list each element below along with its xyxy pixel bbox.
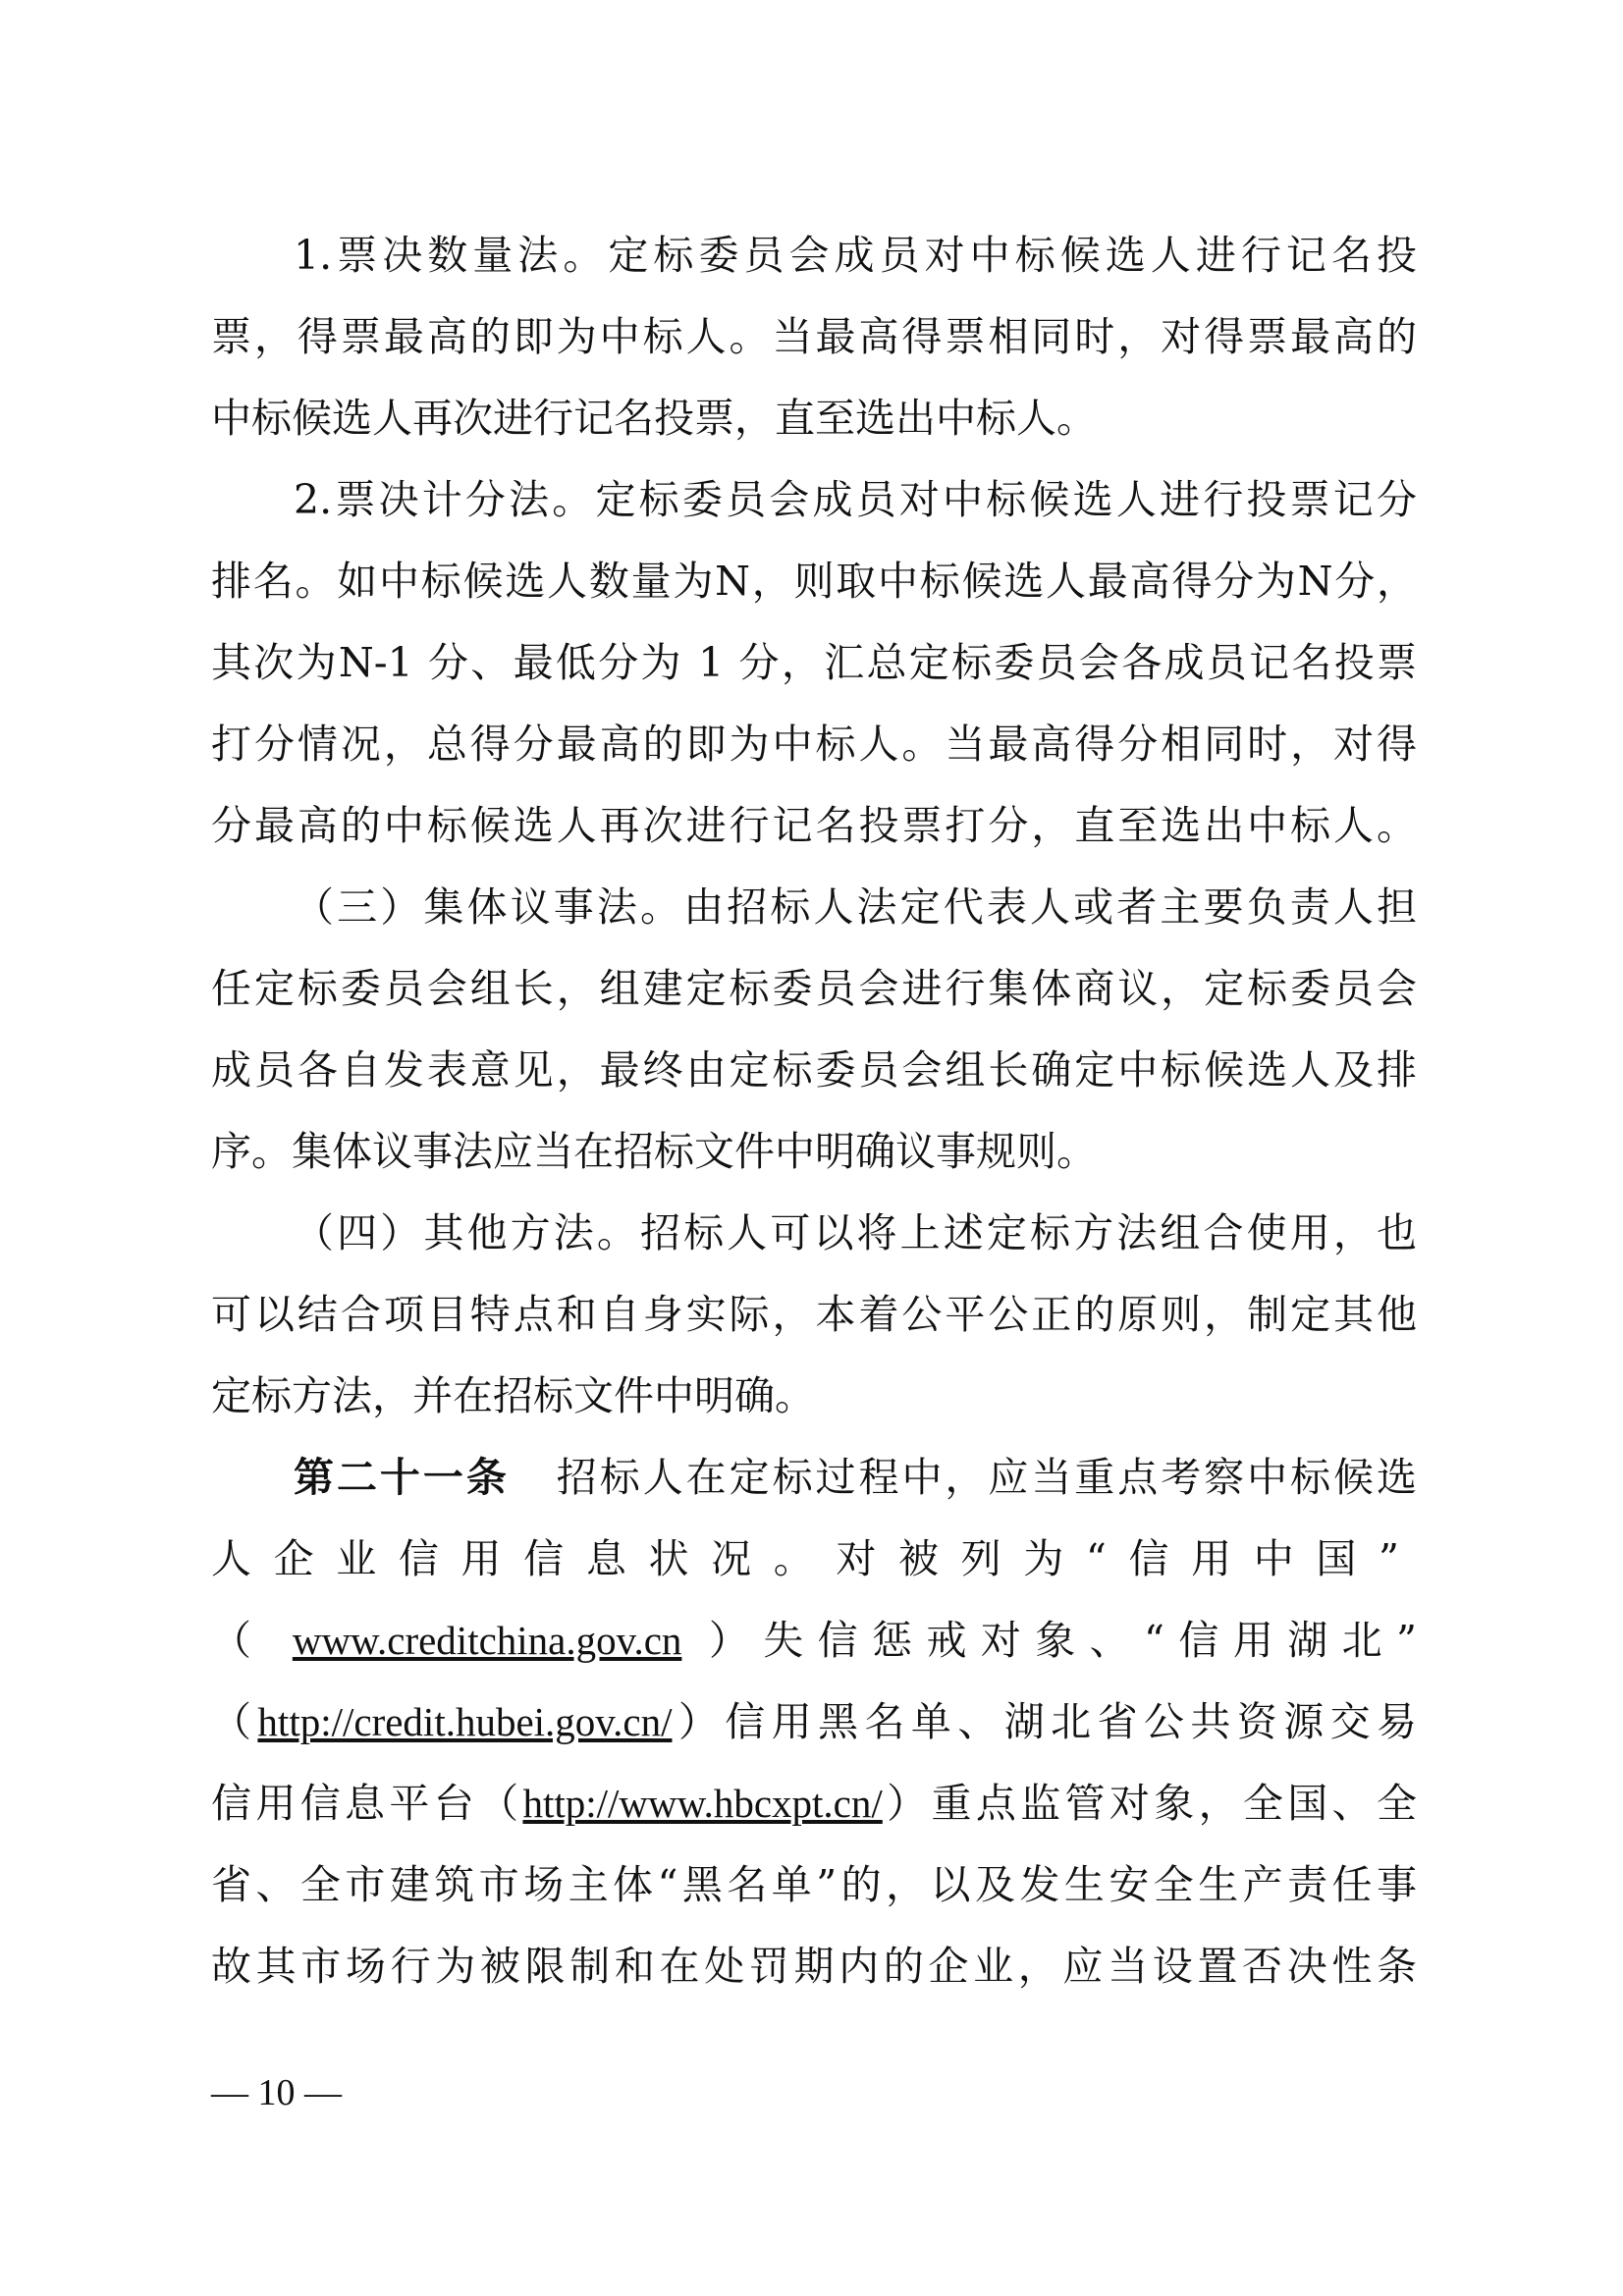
text-span: ）重点监管对象，全国、全 xyxy=(882,1780,1417,1827)
text-line: 打分情况，总得分最高的即为中标人。当最高得分相同时，对得 xyxy=(211,721,1417,768)
page-number: — 10 — xyxy=(211,2072,342,2113)
text-line: 人企业信用信息状况。对被列为“信用中国” xyxy=(211,1535,1417,1582)
text-line: 票，得票最高的即为中标人。当最高得票相同时，对得票最高的 xyxy=(211,313,1417,360)
credit-hubei-link[interactable]: http://credit.hubei.gov.cn/ xyxy=(257,1699,673,1744)
text-line: 中标候选人再次进行记名投票，直至选出中标人。 xyxy=(211,395,1097,442)
text-span: （ xyxy=(211,1698,258,1745)
text-line: 序。集体议事法应当在招标文件中明确议事规则。 xyxy=(211,1128,1097,1175)
text-line: 定标方法，并在招标文件中明确。 xyxy=(211,1372,815,1419)
text-span: （ xyxy=(211,1617,266,1664)
text-line: 其次为N-1 分、最低分为 1 分，汇总定标委员会各成员记名投票 xyxy=(211,639,1417,686)
creditchina-link[interactable]: www.creditchina.gov.cn xyxy=(292,1618,682,1663)
text-span: 信用信息平台（ xyxy=(211,1780,523,1827)
hbcxpt-link[interactable]: http://www.hbcxpt.cn/ xyxy=(522,1781,883,1826)
text-line: 分最高的中标候选人再次进行记名投票打分，直至选出中标人。 xyxy=(211,802,1417,849)
text-span: ）信用黑名单、湖北省公共资源交易 xyxy=(672,1698,1417,1745)
article-21-line xyxy=(211,1601,1417,1680)
article-21-line xyxy=(211,1682,1417,1761)
text-span: ）失信惩戒对象、“信用湖北” xyxy=(708,1617,1417,1664)
text-line: （三）集体议事法。由招标人法定代表人或者主要负责人担 xyxy=(294,883,1417,931)
text-line: （四）其他方法。招标人可以将上述定标方法组合使用，也 xyxy=(294,1209,1417,1256)
text-line: 任定标委员会组长，组建定标委员会进行集体商议，定标委员会 xyxy=(211,965,1417,1012)
article-21-line xyxy=(294,1438,1417,1517)
article-21-line xyxy=(211,1764,1417,1842)
text-line: 成员各自发表意见，最终由定标委员会组长确定中标候选人及排 xyxy=(211,1046,1417,1094)
text-line: 故其市场行为被限制和在处罚期内的企业，应当设置否决性条 xyxy=(211,1943,1417,1990)
text-line: 排名。如中标候选人数量为N，则取中标候选人最高得分为N分， xyxy=(211,558,1417,605)
text-line: 可以结合项目特点和自身实际，本着公平公正的原则，制定其他 xyxy=(211,1291,1417,1338)
text-line: 1.票决数量法。定标委员会成员对中标候选人进行记名投 xyxy=(294,232,1417,279)
article-heading: 第二十一条 xyxy=(294,1454,510,1501)
text-line: 2.票决计分法。定标委员会成员对中标候选人进行投票记分 xyxy=(294,476,1417,523)
text-line: 省、全市建筑市场主体“黑名单”的，以及发生安全生产责任事 xyxy=(211,1861,1417,1908)
text-span: 招标人在定标过程中，应当重点考察中标候选 xyxy=(556,1454,1417,1501)
